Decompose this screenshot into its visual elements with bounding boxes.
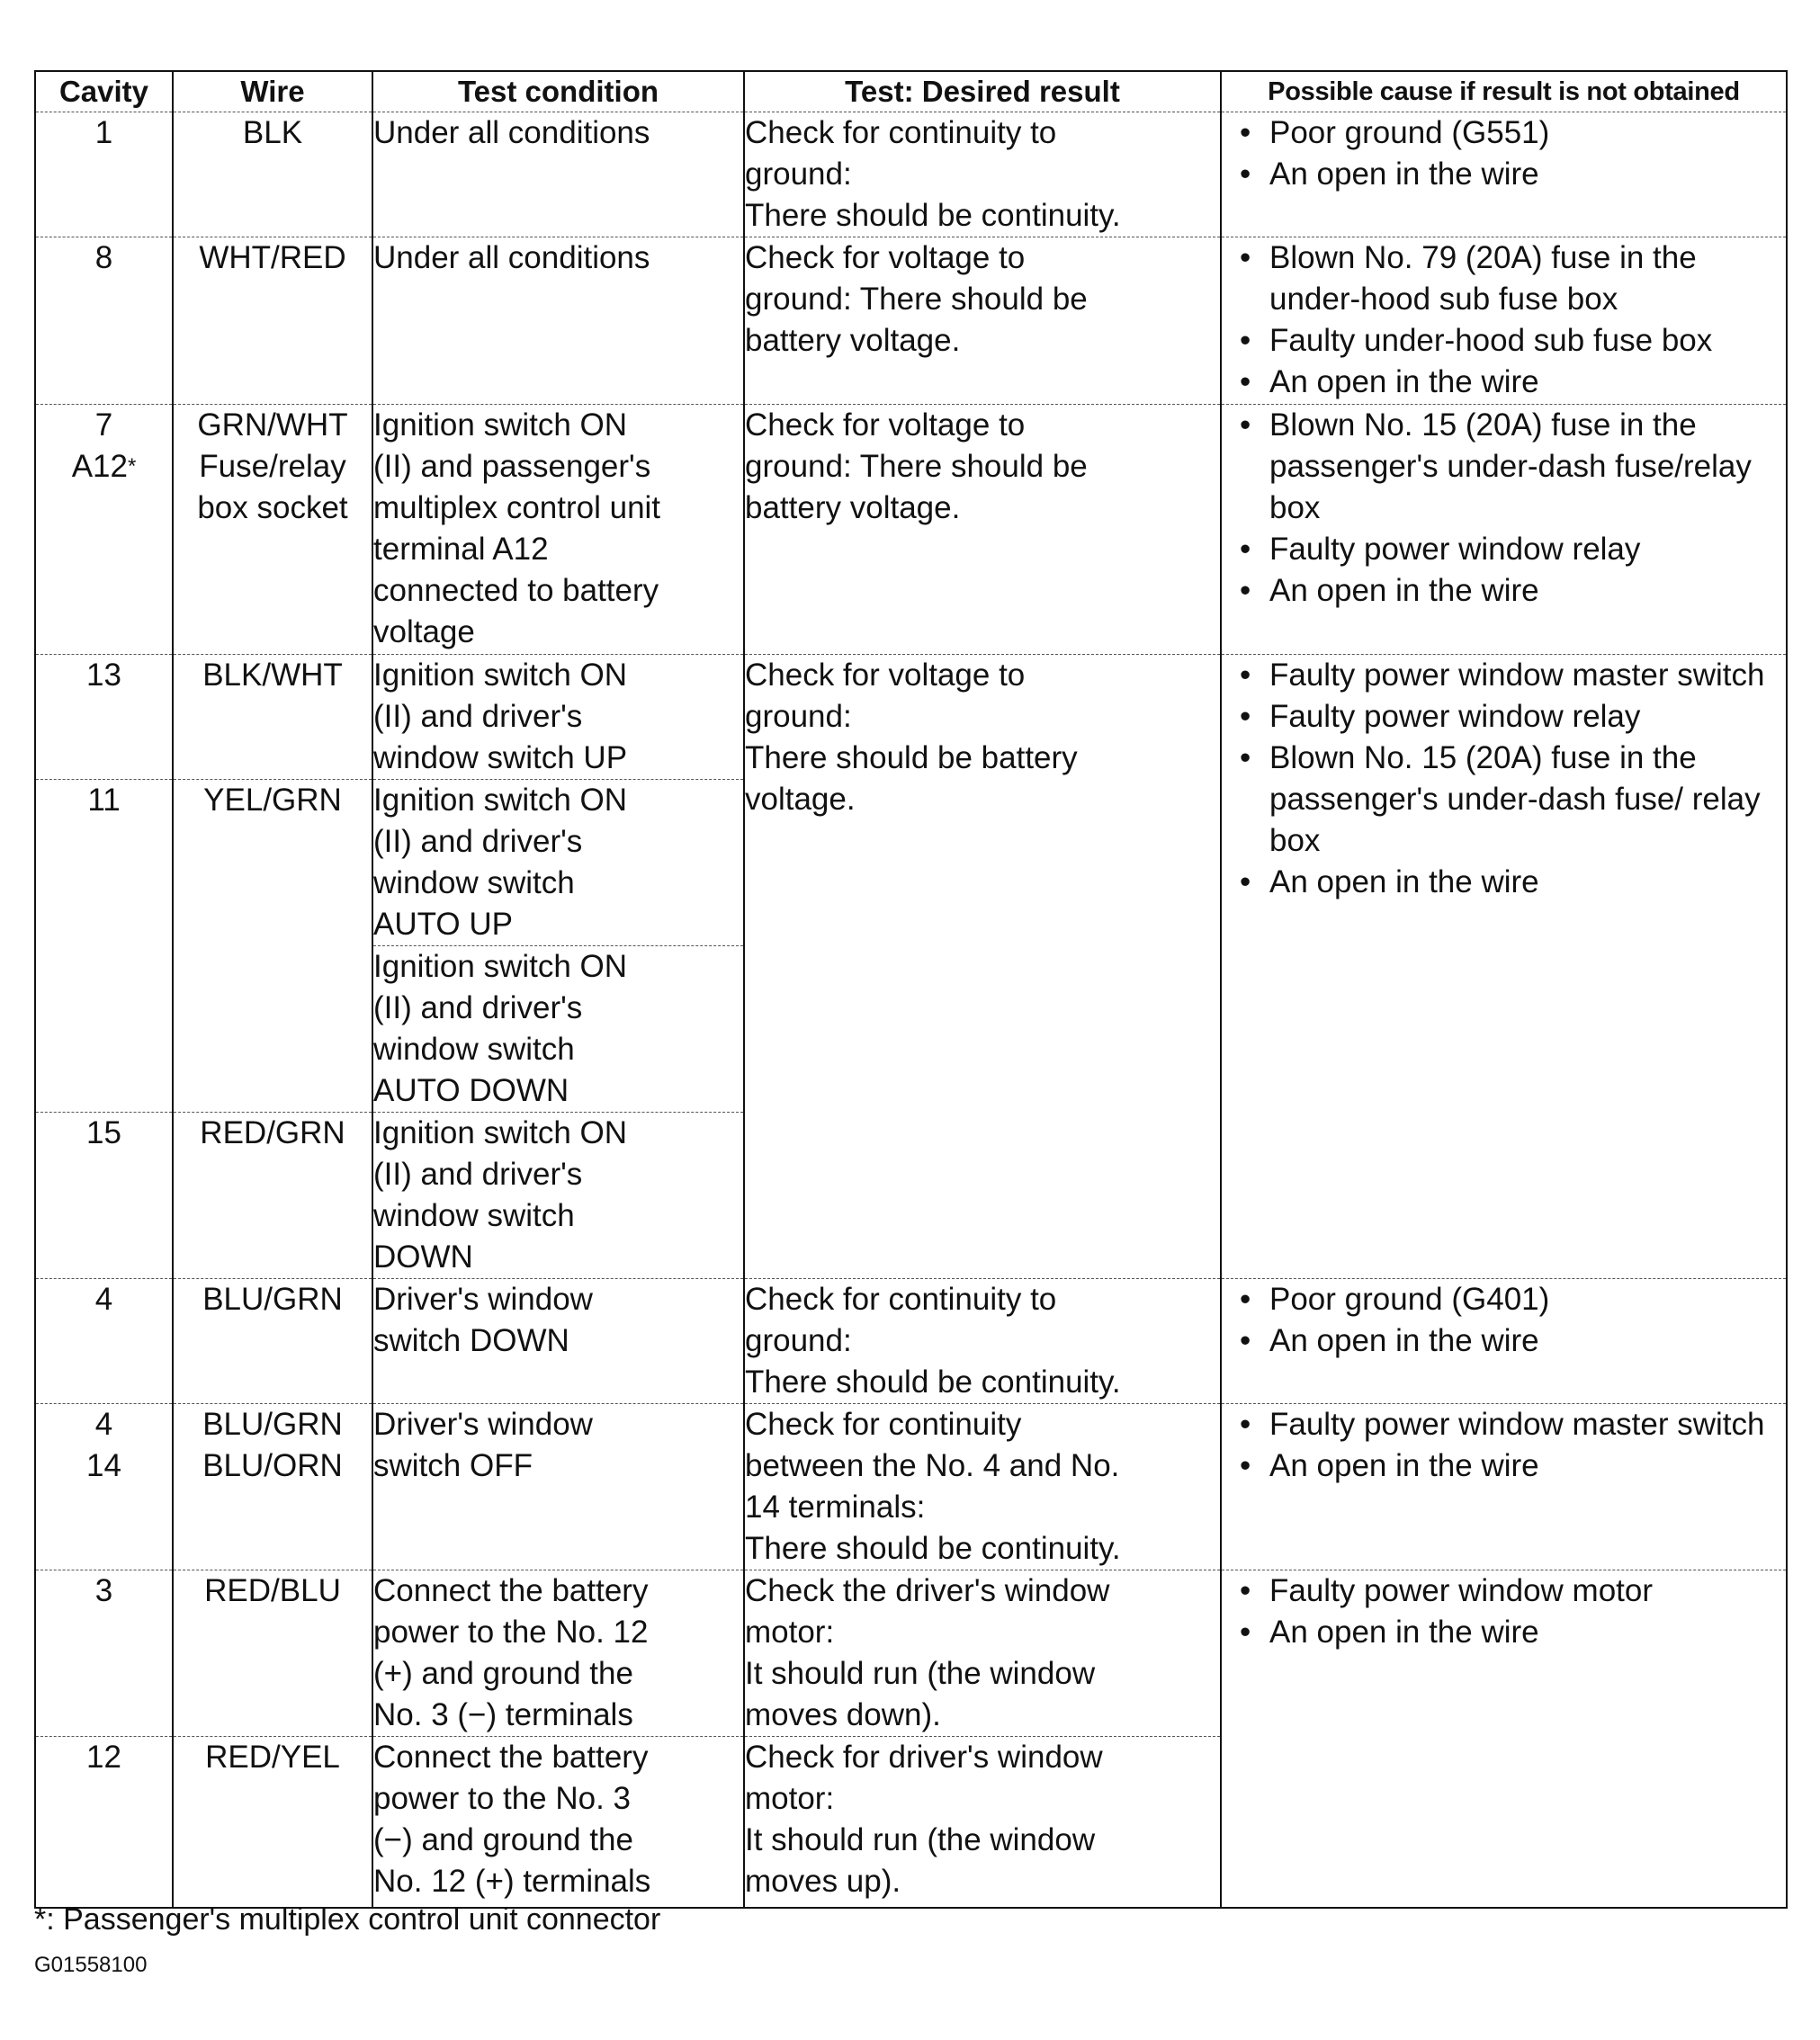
- result-text: Check for continuity to: [745, 1282, 1057, 1317]
- cause-cell: [1221, 112, 1787, 237]
- condition-cell: [372, 1737, 744, 1908]
- wire-cell: [173, 1113, 372, 1279]
- cavity-value: 11: [87, 783, 121, 818]
- bullet-icon: •: [1240, 1573, 1251, 1608]
- cause-item: • Faulty power window master switch: [1238, 655, 1779, 696]
- cause-item: • An open in the wire: [1238, 154, 1779, 195]
- cavity-cell: [35, 112, 173, 237]
- condition-text: Under all conditions: [373, 240, 650, 275]
- wire-value: BLU/GRN: [202, 1282, 343, 1317]
- table-row: [35, 237, 1787, 405]
- result-cell: [744, 1404, 1221, 1570]
- cause-item: • Faulty under-hood sub fuse box: [1238, 320, 1779, 362]
- condition-text: Under all conditions: [373, 115, 650, 150]
- condition-cell: [372, 112, 744, 237]
- bullet-icon: •: [1240, 323, 1251, 358]
- cause-item: • Blown No. 79 (20A) fuse in the under-hood sub fuse box: [1238, 237, 1779, 320]
- condition-text: connected to battery: [373, 573, 659, 608]
- result-text: battery voltage.: [745, 323, 961, 358]
- condition-text: AUTO DOWN: [373, 1073, 569, 1108]
- cavity-value: 4: [94, 1407, 113, 1442]
- result-text: There should be continuity.: [745, 1364, 1121, 1400]
- cause-list: [1222, 1279, 1786, 1362]
- condition-text: Ignition switch ON: [373, 407, 628, 443]
- wire-value: BLU/ORN: [202, 1448, 343, 1483]
- wire-cell: [173, 1404, 372, 1570]
- result-text: ground:: [745, 1323, 852, 1358]
- cavity-cell: [35, 1570, 173, 1737]
- table-row: [35, 1279, 1787, 1404]
- result-text: motor:: [745, 1781, 835, 1816]
- bullet-icon: •: [1240, 115, 1251, 150]
- cause-cell: [1221, 405, 1787, 655]
- result-text: moves down).: [745, 1697, 941, 1732]
- cause-cell: [1221, 1404, 1787, 1570]
- cavity-value: 13: [86, 658, 121, 693]
- cause-item: • An open in the wire: [1238, 1320, 1779, 1362]
- result-text: voltage.: [745, 782, 856, 817]
- header-wire: Wire: [173, 71, 372, 112]
- bullet-icon: •: [1240, 407, 1251, 443]
- cause-item: • Blown No. 15 (20A) fuse in the passenger's under-dash fuse/relay box: [1238, 405, 1779, 529]
- wire-test-table: [34, 70, 1788, 1909]
- result-cell: [744, 1279, 1221, 1404]
- result-cell: [744, 237, 1221, 405]
- wire-cell: [173, 1570, 372, 1737]
- result-text: Check for continuity to: [745, 115, 1057, 150]
- cavity-value: 14: [86, 1448, 121, 1483]
- table-row: [35, 112, 1787, 237]
- wire-value: BLK/WHT: [202, 658, 343, 693]
- bullet-icon: •: [1240, 240, 1251, 275]
- cavity-value: 7: [94, 407, 113, 443]
- condition-cell: [372, 1113, 744, 1279]
- cavity-cell: [35, 1279, 173, 1404]
- condition-text: voltage: [373, 614, 475, 649]
- cause-list: [1222, 237, 1786, 403]
- condition-text: (II) and driver's: [373, 824, 583, 859]
- condition-cell: [372, 946, 744, 1113]
- cavity-value: 3: [94, 1573, 113, 1608]
- wire-cell: [173, 780, 372, 1113]
- condition-text: power to the No. 12: [373, 1615, 649, 1650]
- cavity-cell: [35, 405, 173, 655]
- condition-text: No. 3 (−) terminals: [373, 1697, 633, 1732]
- cause-item: • Faulty power window motor: [1238, 1570, 1779, 1612]
- condition-text: Driver's window: [373, 1282, 593, 1317]
- result-cell: [744, 1570, 1221, 1737]
- bullet-icon: •: [1240, 157, 1251, 192]
- result-text: Check for voltage to: [745, 240, 1026, 275]
- cause-item: • An open in the wire: [1238, 862, 1779, 903]
- condition-text: switch OFF: [373, 1448, 533, 1483]
- condition-text: window switch: [373, 1032, 575, 1067]
- condition-cell: [372, 1570, 744, 1737]
- bullet-icon: •: [1240, 1407, 1251, 1442]
- result-text: Check for voltage to: [745, 407, 1026, 443]
- condition-text: Ignition switch ON: [373, 658, 628, 693]
- result-text: It should run (the window: [745, 1656, 1096, 1691]
- condition-text: terminal A12: [373, 532, 549, 567]
- bullet-icon: •: [1240, 1323, 1251, 1358]
- cavity-cell: [35, 780, 173, 1113]
- result-text: moves up).: [745, 1864, 901, 1899]
- cavity-cell: [35, 1404, 173, 1570]
- condition-text: (−) and ground the: [373, 1822, 633, 1857]
- condition-text: Ignition switch ON: [373, 783, 628, 818]
- result-cell: [744, 655, 1221, 1279]
- wire-value: box socket: [197, 490, 348, 525]
- result-cell: [744, 405, 1221, 655]
- bullet-icon: •: [1240, 658, 1251, 693]
- header-test-condition: Test condition: [372, 71, 744, 112]
- condition-text: DOWN: [373, 1239, 473, 1275]
- result-text: There should be continuity.: [745, 198, 1121, 233]
- header-possible-cause: Possible cause if result is not obtained: [1221, 71, 1787, 112]
- cause-item: • Poor ground (G551): [1238, 112, 1779, 154]
- cause-list: [1222, 1570, 1786, 1653]
- bullet-icon: •: [1240, 532, 1251, 567]
- footnote: *: Passenger's multiplex control unit connector: [34, 1902, 661, 1937]
- cause-cell: [1221, 1279, 1787, 1404]
- bullet-icon: •: [1240, 699, 1251, 734]
- condition-cell: [372, 1404, 744, 1570]
- bullet-icon: •: [1240, 1448, 1251, 1483]
- figure-id: G01558100: [34, 1953, 148, 1977]
- condition-cell: [372, 655, 744, 780]
- result-text: There should be continuity.: [745, 1531, 1121, 1566]
- bullet-icon: •: [1240, 740, 1251, 775]
- wire-cell: [173, 112, 372, 237]
- condition-text: window switch UP: [373, 740, 628, 775]
- wire-cell: [173, 1279, 372, 1404]
- cause-item: • An open in the wire: [1238, 570, 1779, 612]
- bullet-icon: •: [1240, 1282, 1251, 1317]
- footnote-marker: *: [127, 454, 137, 479]
- cavity-value: 1: [94, 115, 113, 150]
- wire-value: BLK: [242, 115, 303, 150]
- cavity-cell: [35, 237, 173, 405]
- table-row: [35, 405, 1787, 655]
- cause-item: • Faulty power window relay: [1238, 696, 1779, 738]
- condition-text: No. 12 (+) terminals: [373, 1864, 651, 1899]
- cause-item: • Faulty power window master switch: [1238, 1404, 1779, 1445]
- table-row: [35, 1570, 1787, 1737]
- condition-text: (II) and driver's: [373, 699, 583, 734]
- cavity-cell: [35, 1737, 173, 1908]
- wire-value: WHT/RED: [199, 240, 346, 275]
- condition-text: AUTO UP: [373, 907, 513, 942]
- result-cell: [744, 112, 1221, 237]
- cause-list: [1222, 405, 1786, 612]
- condition-cell: [372, 405, 744, 655]
- condition-text: Ignition switch ON: [373, 949, 628, 984]
- wire-value: YEL/GRN: [203, 783, 342, 818]
- bullet-icon: •: [1240, 1615, 1251, 1650]
- condition-text: Ignition switch ON: [373, 1115, 628, 1150]
- bullet-icon: •: [1240, 573, 1251, 608]
- condition-text: Connect the battery: [373, 1740, 649, 1775]
- condition-text: switch DOWN: [373, 1323, 569, 1358]
- cavity-value: 8: [94, 240, 113, 275]
- cause-cell: [1221, 655, 1787, 1279]
- bullet-icon: •: [1240, 864, 1251, 899]
- condition-text: multiplex control unit: [373, 490, 661, 525]
- condition-text: window switch: [373, 1198, 575, 1233]
- condition-text: (II) and driver's: [373, 990, 583, 1025]
- cause-list: [1222, 655, 1786, 903]
- wire-value: RED/GRN: [200, 1115, 345, 1150]
- cause-item: • Faulty power window relay: [1238, 529, 1779, 570]
- bullet-icon: •: [1240, 364, 1251, 399]
- result-cell: [744, 1737, 1221, 1908]
- cavity-cell: [35, 655, 173, 780]
- cavity-value: A12*: [71, 449, 137, 484]
- wire-cell: [173, 655, 372, 780]
- wire-cell: [173, 237, 372, 405]
- result-text: ground: There should be: [745, 449, 1088, 484]
- wire-value: BLU/GRN: [202, 1407, 343, 1442]
- condition-cell: [372, 237, 744, 405]
- cause-list: [1222, 112, 1786, 195]
- header-cavity: Cavity: [35, 71, 173, 112]
- condition-text: power to the No. 3: [373, 1781, 631, 1816]
- condition-cell: [372, 1279, 744, 1404]
- result-text: It should run (the window: [745, 1822, 1096, 1857]
- wire-value: RED/BLU: [204, 1573, 341, 1608]
- wire-value: GRN/WHT: [197, 407, 348, 443]
- cause-item: • Blown No. 15 (20A) fuse in the passenger's under-dash fuse/ relay box: [1238, 738, 1779, 862]
- result-text: ground:: [745, 157, 852, 192]
- condition-cell: [372, 780, 744, 946]
- condition-text: (II) and passenger's: [373, 449, 651, 484]
- wire-cell: [173, 1737, 372, 1908]
- cause-item: • Poor ground (G401): [1238, 1279, 1779, 1320]
- cause-list: [1222, 1404, 1786, 1487]
- cavity-value: 15: [86, 1115, 121, 1150]
- cavity-value: 4: [94, 1282, 113, 1317]
- result-text: battery voltage.: [745, 490, 961, 525]
- cavity-value: 12: [86, 1740, 121, 1775]
- result-text: Check for driver's window: [745, 1740, 1103, 1775]
- result-text: between the No. 4 and No.: [745, 1448, 1120, 1483]
- header-desired-result: Test: Desired result: [744, 71, 1221, 112]
- table-row: [35, 1404, 1787, 1570]
- cause-cell: [1221, 1570, 1787, 1908]
- wire-value: Fuse/relay: [199, 449, 346, 484]
- cavity-cell: [35, 1113, 173, 1279]
- condition-text: (II) and driver's: [373, 1157, 583, 1192]
- result-text: Check the driver's window: [745, 1573, 1110, 1608]
- result-text: motor:: [745, 1615, 835, 1650]
- header-row: [35, 71, 1787, 112]
- cause-item: • An open in the wire: [1238, 1445, 1779, 1487]
- result-text: Check for voltage to: [745, 658, 1026, 693]
- condition-text: Connect the battery: [373, 1573, 649, 1608]
- wire-cell: [173, 405, 372, 655]
- condition-text: Driver's window: [373, 1407, 593, 1442]
- wire-value: RED/YEL: [205, 1740, 340, 1775]
- condition-text: window switch: [373, 865, 575, 900]
- result-text: Check for continuity: [745, 1407, 1022, 1442]
- result-text: There should be battery: [745, 740, 1078, 775]
- result-text: 14 terminals:: [745, 1490, 926, 1525]
- condition-text: (+) and ground the: [373, 1656, 633, 1691]
- cause-item: • An open in the wire: [1238, 362, 1779, 403]
- cause-item: • An open in the wire: [1238, 1612, 1779, 1653]
- result-text: ground: There should be: [745, 282, 1088, 317]
- cause-cell: [1221, 237, 1787, 405]
- result-text: ground:: [745, 699, 852, 734]
- table-row: [35, 655, 1787, 780]
